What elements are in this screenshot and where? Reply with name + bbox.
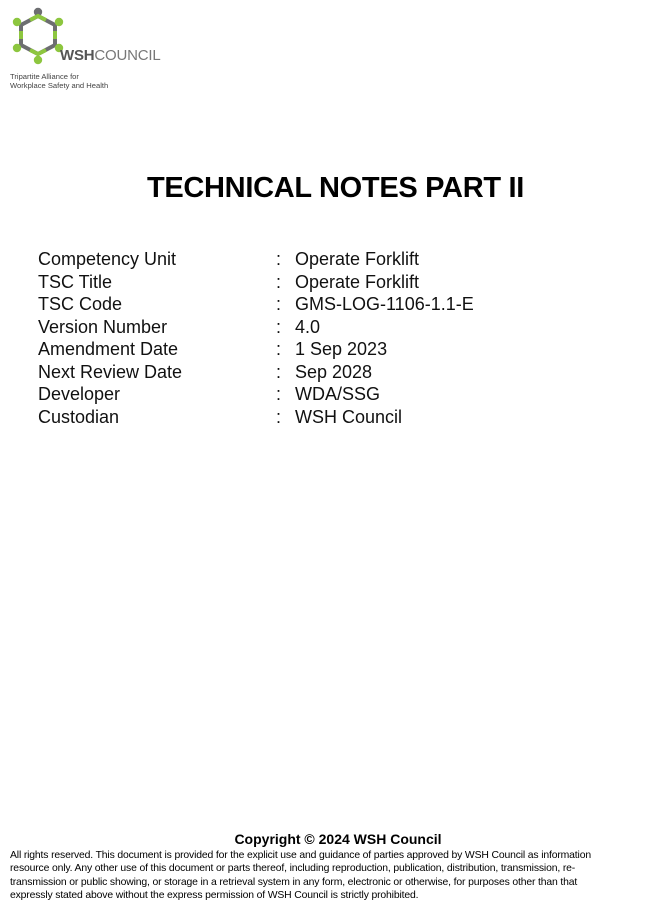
rights-statement-line: All rights reserved. This document is provided for the explicit use and guidance of parties approved by WSH Council as information (10, 850, 591, 861)
detail-separator: : (276, 316, 282, 337)
detail-value: WSH Council (295, 406, 403, 427)
detail-separator: : (276, 361, 282, 382)
detail-value: WDA/SSG (295, 384, 381, 404)
detail-row-tsc-code (38, 293, 638, 316)
detail-row-competency-unit (38, 248, 638, 271)
document-title: TECHNICAL NOTES PART II (146, 172, 525, 204)
detail-separator: : (276, 249, 282, 269)
detail-value: 4.0 (295, 316, 321, 337)
logo-tagline-line: Workplace Safety and Health (10, 81, 109, 90)
detail-row-version-number (38, 316, 638, 339)
detail-value: Operate Forklift (295, 249, 420, 269)
rights-statement-line: resource only. Any other use of this document or parts thereof, including reproduction, publication, distribution, transmission, re- (10, 863, 576, 875)
detail-row-amendment-date (38, 338, 638, 361)
document-details-table (38, 248, 638, 428)
detail-separator: : (276, 294, 282, 314)
logo-wordmark (60, 47, 161, 64)
detail-label: Version Number (38, 316, 168, 337)
copyright-notice: Copyright © 2024 WSH Council (234, 831, 442, 847)
logo-tagline (10, 72, 160, 90)
detail-label: Developer (38, 384, 121, 404)
detail-label: TSC Code (38, 294, 123, 314)
detail-row-tsc-title (38, 271, 638, 294)
logo-wordmark-regular: COUNCIL (94, 47, 161, 64)
detail-label: Next Review Date (38, 361, 183, 382)
detail-row-developer (38, 383, 638, 406)
rights-statement-line: transmission or public showing, or storage in a retrieval system in any form, electronic or otherwise, for purposes other than that (10, 876, 578, 888)
detail-label: Competency Unit (38, 249, 177, 269)
detail-separator: : (276, 384, 282, 404)
copyright-footer (10, 831, 666, 903)
detail-value: Operate Forklift (295, 271, 420, 292)
detail-separator: : (276, 271, 282, 292)
detail-value: 1 Sep 2023 (295, 339, 388, 359)
logo-tagline-line: Tripartite Alliance for (10, 72, 79, 81)
rights-statement-line: expressly stated above without the express permission of WSH Council is strictly prohibited. (10, 890, 419, 902)
wsh-council-logo-mark-icon (8, 6, 68, 68)
wsh-council-logo (8, 6, 178, 96)
detail-label: Amendment Date (38, 339, 179, 359)
detail-value: Sep 2028 (295, 361, 373, 382)
detail-row-custodian (38, 406, 638, 429)
detail-label: Custodian (38, 406, 120, 427)
detail-row-next-review-date (38, 361, 638, 384)
detail-label: TSC Title (38, 271, 113, 292)
logo-wordmark-bold: WSH (60, 47, 95, 64)
rights-statement (10, 849, 666, 903)
detail-separator: : (276, 339, 282, 359)
detail-separator: : (276, 406, 282, 427)
detail-value: GMS-LOG-1106-1.1-E (295, 294, 474, 314)
